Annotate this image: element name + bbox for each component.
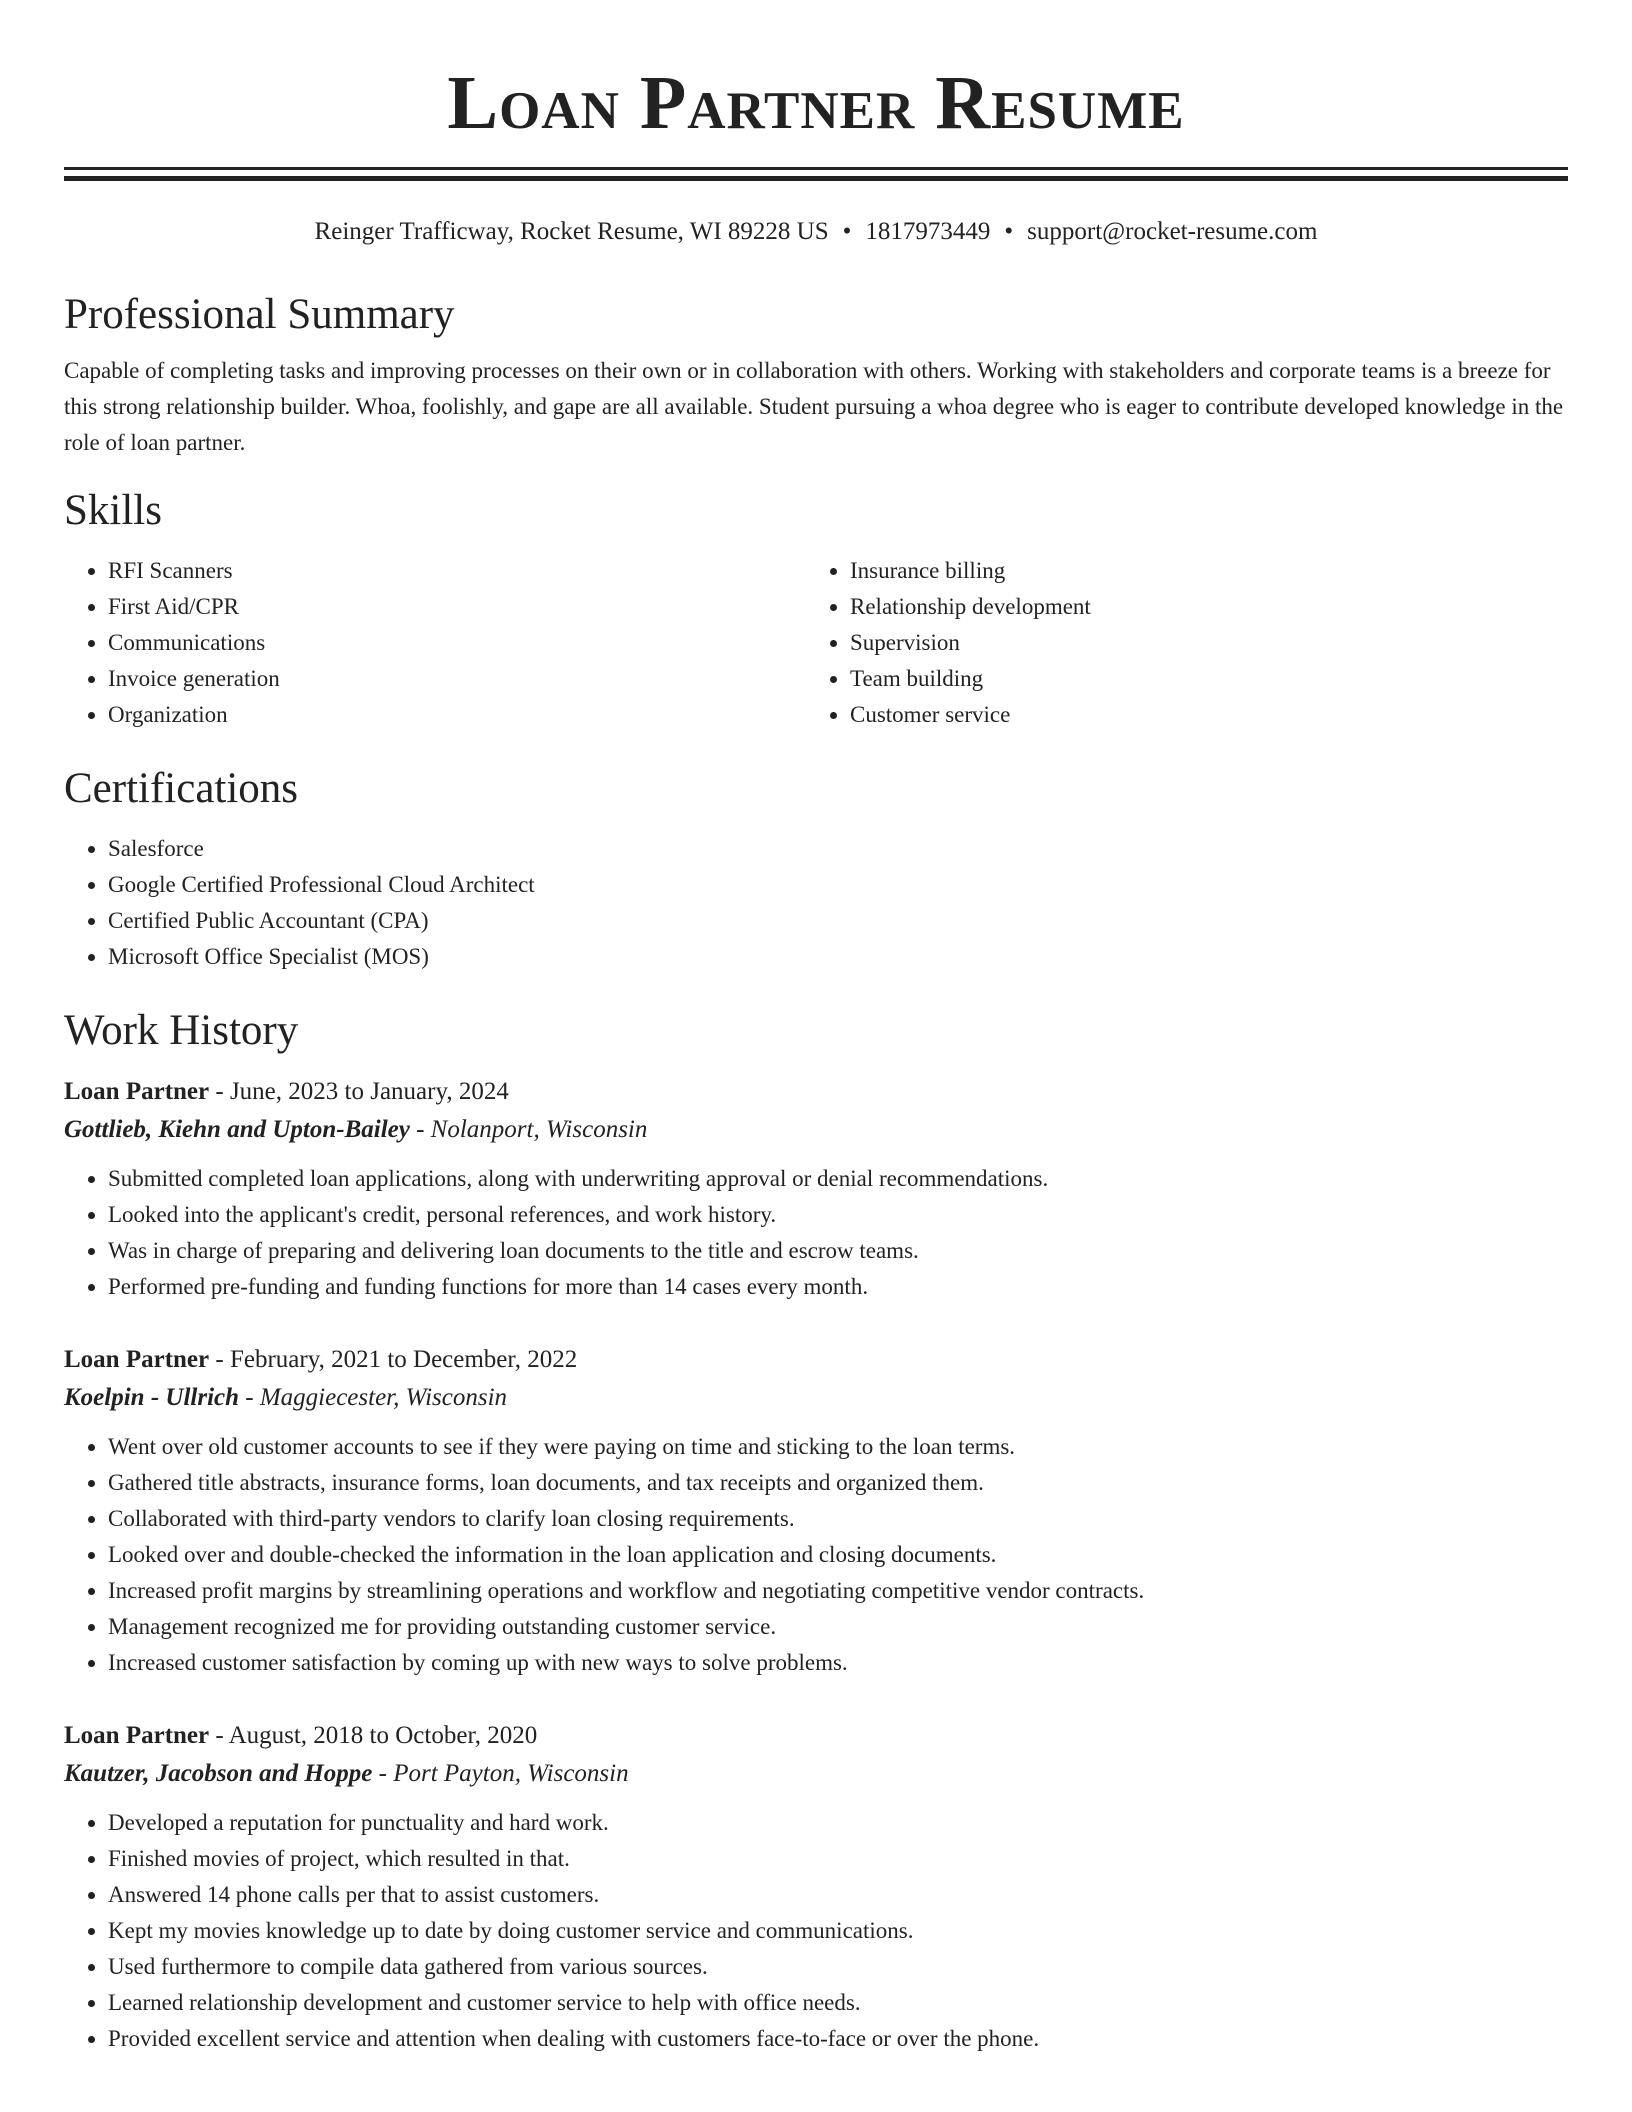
contact-separator: • (1004, 218, 1014, 245)
job-bullet: • Submitted completed loan applications, along with underwriting approval or denial recommendations. (108, 1161, 1568, 1197)
job-bullet: • Gathered title abstracts, insurance forms, loan documents, and tax receipts and organized them. (108, 1465, 1568, 1501)
job-dates: - August, 2018 to October, 2020 (209, 1722, 538, 1749)
job-bullet: • Used furthermore to compile data gathered from various sources. (108, 1949, 1568, 1985)
skill-item: • First Aid/CPR (108, 589, 806, 625)
title-divider-top (64, 167, 1568, 170)
job-dates: - February, 2021 to December, 2022 (209, 1346, 578, 1373)
summary-heading: Professional Summary (64, 291, 455, 338)
job-bullet: • Finished movies of project, which resulted in that. (108, 1841, 1568, 1877)
work-history-heading: Work History (64, 1007, 299, 1054)
job-role: Loan Partner (64, 1346, 210, 1373)
contact-email: support@rocket-resume.com (1027, 218, 1318, 245)
certification-item: • Microsoft Office Specialist (MOS) (108, 939, 1568, 975)
job-bullets (64, 1161, 1568, 1305)
job-entry (64, 1717, 1568, 2057)
skill-item: • Organization (108, 697, 806, 733)
job-company: Koelpin - Ullrich (64, 1384, 240, 1411)
job-title-line (64, 1341, 1568, 1379)
job-title-line (64, 1073, 1568, 1111)
job-bullet: • Went over old customer accounts to see if they were paying on time and sticking to the loan terms. (108, 1429, 1568, 1465)
job-entry (64, 1073, 1568, 1305)
skill-item: • RFI Scanners (108, 553, 806, 589)
skill-item: • Invoice generation (108, 661, 806, 697)
job-bullet: • Learned relationship development and customer service to help with office needs. (108, 1985, 1568, 2021)
summary-text: Capable of completing tasks and improving processes on their own or in collaboration with others. Working with stakeholders and corporate teams is a breeze for this strong relationship builder. Whoa, foolishly, and gape are all available. Student pursuing a whoa degree who is eager to contribute developed knowledge in the role of loan partner. (64, 358, 1564, 455)
job-bullet: • Collaborated with third-party vendors to clarify loan closing requirements. (108, 1501, 1568, 1537)
skill-item: • Communications (108, 625, 806, 661)
skills-column-right (806, 553, 1548, 733)
job-bullet: • Provided excellent service and attention when dealing with customers face-to-face or over the phone. (108, 2021, 1568, 2057)
skills-heading: Skills (64, 487, 162, 534)
job-dates: - June, 2023 to January, 2024 (209, 1078, 509, 1105)
job-bullet: • Looked over and double-checked the information in the loan application and closing documents. (108, 1537, 1568, 1573)
skill-item: • Team building (850, 661, 1548, 697)
job-bullets (64, 1805, 1568, 2057)
job-company: Gottlieb, Kiehn and Upton-Bailey (64, 1116, 410, 1143)
job-location: - Maggiecester, Wisconsin (239, 1384, 508, 1411)
job-company-line (64, 1379, 1568, 1417)
skill-item: • Supervision (850, 625, 1548, 661)
job-company-line (64, 1755, 1568, 1793)
job-bullet: • Increased customer satisfaction by coming up with new ways to solve problems. (108, 1645, 1568, 1681)
skills-list-right (806, 553, 1548, 733)
certifications-heading: Certifications (64, 765, 299, 812)
certification-item: • Google Certified Professional Cloud Architect (108, 867, 1568, 903)
job-company-line (64, 1111, 1568, 1149)
job-bullet: • Developed a reputation for punctuality and hard work. (108, 1805, 1568, 1841)
skills-column-left (64, 553, 806, 733)
job-bullet: • Management recognized me for providing outstanding customer service. (108, 1609, 1568, 1645)
certification-item: • Salesforce (108, 831, 1568, 867)
page-title: Loan Partner Resume (447, 61, 1185, 145)
job-bullet: • Performed pre-funding and funding functions for more than 14 cases every month. (108, 1269, 1568, 1305)
skill-item: • Insurance billing (850, 553, 1548, 589)
skill-item: • Relationship development (850, 589, 1548, 625)
certifications-list (64, 831, 1568, 975)
job-bullet: • Answered 14 phone calls per that to assist customers. (108, 1877, 1568, 1913)
job-role: Loan Partner (64, 1722, 210, 1749)
skill-item: • Customer service (850, 697, 1548, 733)
job-entry (64, 1341, 1568, 1681)
job-location: - Nolanport, Wisconsin (409, 1116, 648, 1143)
job-company: Kautzer, Jacobson and Hoppe (64, 1760, 373, 1787)
job-location: - Port Payton, Wisconsin (372, 1760, 629, 1787)
job-bullet: • Was in charge of preparing and delivering loan documents to the title and escrow teams. (108, 1233, 1568, 1269)
certification-item: • Certified Public Accountant (CPA) (108, 903, 1568, 939)
job-bullet: • Kept my movies knowledge up to date by doing customer service and communications. (108, 1913, 1568, 1949)
job-bullet: • Looked into the applicant's credit, personal references, and work history. (108, 1197, 1568, 1233)
contact-address: Reinger Trafficway, Rocket Resume, WI 89228 US (314, 218, 829, 245)
skills-list-left (64, 553, 806, 733)
job-bullet: • Increased profit margins by streamlining operations and workflow and negotiating competitive vendor contracts. (108, 1573, 1568, 1609)
job-role: Loan Partner (64, 1078, 210, 1105)
contact-line (64, 215, 1568, 249)
skills-grid (64, 553, 1568, 733)
job-title-line (64, 1717, 1568, 1755)
title-divider-bottom (64, 176, 1568, 181)
job-bullets (64, 1429, 1568, 1681)
contact-separator: • (842, 218, 852, 245)
contact-phone: 1817973449 (865, 218, 991, 245)
